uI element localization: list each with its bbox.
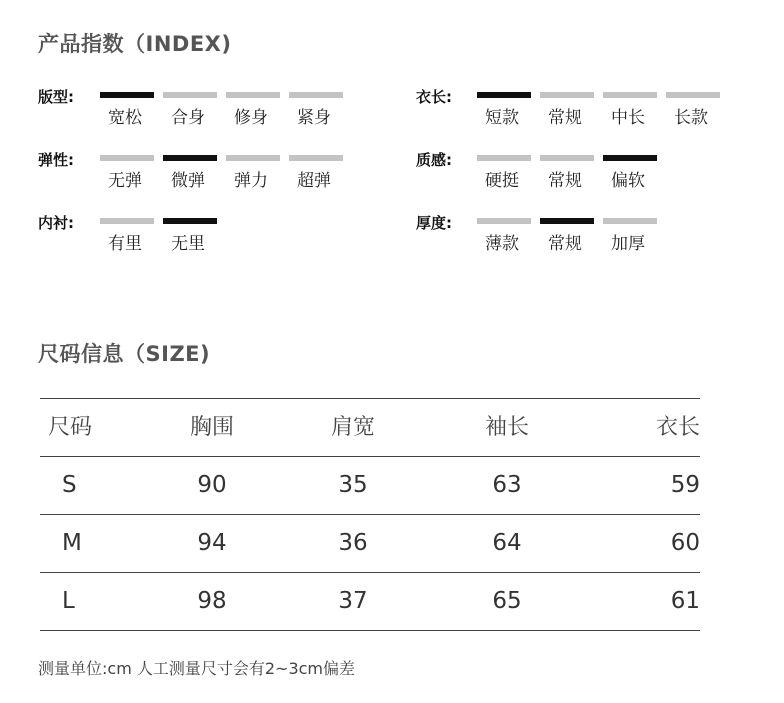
cell-chest: 90 bbox=[197, 472, 227, 498]
scale-bar bbox=[540, 155, 594, 161]
option-label: 超弹 bbox=[297, 171, 331, 191]
cell-length: 59 bbox=[670, 472, 700, 498]
cell-shoulder: 37 bbox=[338, 588, 368, 614]
scale-bar bbox=[540, 218, 594, 224]
option-label: 有里 bbox=[108, 234, 142, 254]
header-shoulder: 肩宽 bbox=[330, 415, 375, 440]
size-section-title: 尺码信息（SIZE) bbox=[38, 342, 211, 366]
scale-bar bbox=[100, 218, 154, 224]
option-label: 常规 bbox=[548, 108, 582, 128]
cell-length: 60 bbox=[670, 530, 700, 556]
option-label: 中长 bbox=[611, 108, 645, 128]
cell-length: 61 bbox=[670, 588, 700, 614]
option-label: 弹力 bbox=[234, 171, 268, 191]
table-row bbox=[40, 456, 700, 514]
attr-label: 厚度: bbox=[416, 214, 452, 232]
attr-texture bbox=[416, 149, 736, 199]
measurement-note: 测量单位:cm 人工测量尺寸会有2~3cm偏差 bbox=[38, 659, 356, 678]
scale-bar bbox=[163, 155, 217, 161]
attr-elasticity bbox=[38, 149, 358, 199]
header-length: 衣长 bbox=[655, 415, 700, 440]
scale-bar bbox=[163, 92, 217, 98]
option-label: 合身 bbox=[171, 108, 205, 128]
table-row bbox=[40, 572, 700, 631]
attr-label: 弹性: bbox=[38, 151, 74, 169]
cell-chest: 98 bbox=[197, 588, 227, 614]
cell-shoulder: 36 bbox=[338, 530, 368, 556]
option-label: 无弹 bbox=[108, 171, 142, 191]
scale-bar bbox=[603, 92, 657, 98]
option-label: 微弹 bbox=[171, 171, 205, 191]
header-sleeve: 袖长 bbox=[484, 415, 529, 440]
index-section-title: 产品指数（INDEX) bbox=[38, 32, 232, 56]
attr-lining bbox=[38, 212, 358, 262]
table-header-row bbox=[40, 398, 700, 456]
option-label: 紧身 bbox=[297, 108, 331, 128]
cell-size: S bbox=[62, 472, 77, 498]
scale-bar bbox=[477, 218, 531, 224]
attr-thickness bbox=[416, 212, 736, 262]
header-size: 尺码 bbox=[48, 415, 93, 440]
cell-sleeve: 64 bbox=[492, 530, 522, 556]
cell-size: L bbox=[62, 588, 75, 614]
attr-fit bbox=[38, 86, 358, 136]
option-label: 修身 bbox=[234, 108, 268, 128]
option-label: 薄款 bbox=[485, 234, 519, 254]
scale-bar bbox=[289, 92, 343, 98]
option-label: 长款 bbox=[674, 108, 708, 128]
cell-sleeve: 63 bbox=[492, 472, 522, 498]
scale-bar bbox=[226, 155, 280, 161]
scale-bar bbox=[477, 155, 531, 161]
option-label: 常规 bbox=[548, 171, 582, 191]
option-label: 短款 bbox=[485, 108, 519, 128]
attr-label: 内衬: bbox=[38, 214, 74, 232]
cell-shoulder: 35 bbox=[338, 472, 368, 498]
option-label: 无里 bbox=[171, 234, 205, 254]
table-row bbox=[40, 514, 700, 572]
cell-sleeve: 65 bbox=[492, 588, 522, 614]
option-label: 偏软 bbox=[611, 171, 645, 191]
scale-bar bbox=[289, 155, 343, 161]
scale-bar bbox=[477, 92, 531, 98]
header-chest: 胸围 bbox=[189, 415, 234, 440]
attr-length bbox=[416, 86, 736, 136]
scale-bar bbox=[603, 218, 657, 224]
attr-label: 质感: bbox=[416, 151, 452, 169]
size-table bbox=[40, 398, 700, 631]
scale-bar bbox=[226, 92, 280, 98]
attr-label: 衣长: bbox=[416, 88, 452, 106]
scale-bar bbox=[603, 155, 657, 161]
attr-label: 版型: bbox=[38, 88, 74, 106]
option-label: 硬挺 bbox=[485, 171, 519, 191]
scale-bar bbox=[100, 92, 154, 98]
scale-bar bbox=[163, 218, 217, 224]
option-label: 常规 bbox=[548, 234, 582, 254]
cell-chest: 94 bbox=[197, 530, 227, 556]
scale-bar bbox=[666, 92, 720, 98]
scale-bar bbox=[100, 155, 154, 161]
cell-size: M bbox=[62, 530, 82, 556]
option-label: 加厚 bbox=[611, 234, 645, 254]
scale-bar bbox=[540, 92, 594, 98]
option-label: 宽松 bbox=[108, 108, 142, 128]
